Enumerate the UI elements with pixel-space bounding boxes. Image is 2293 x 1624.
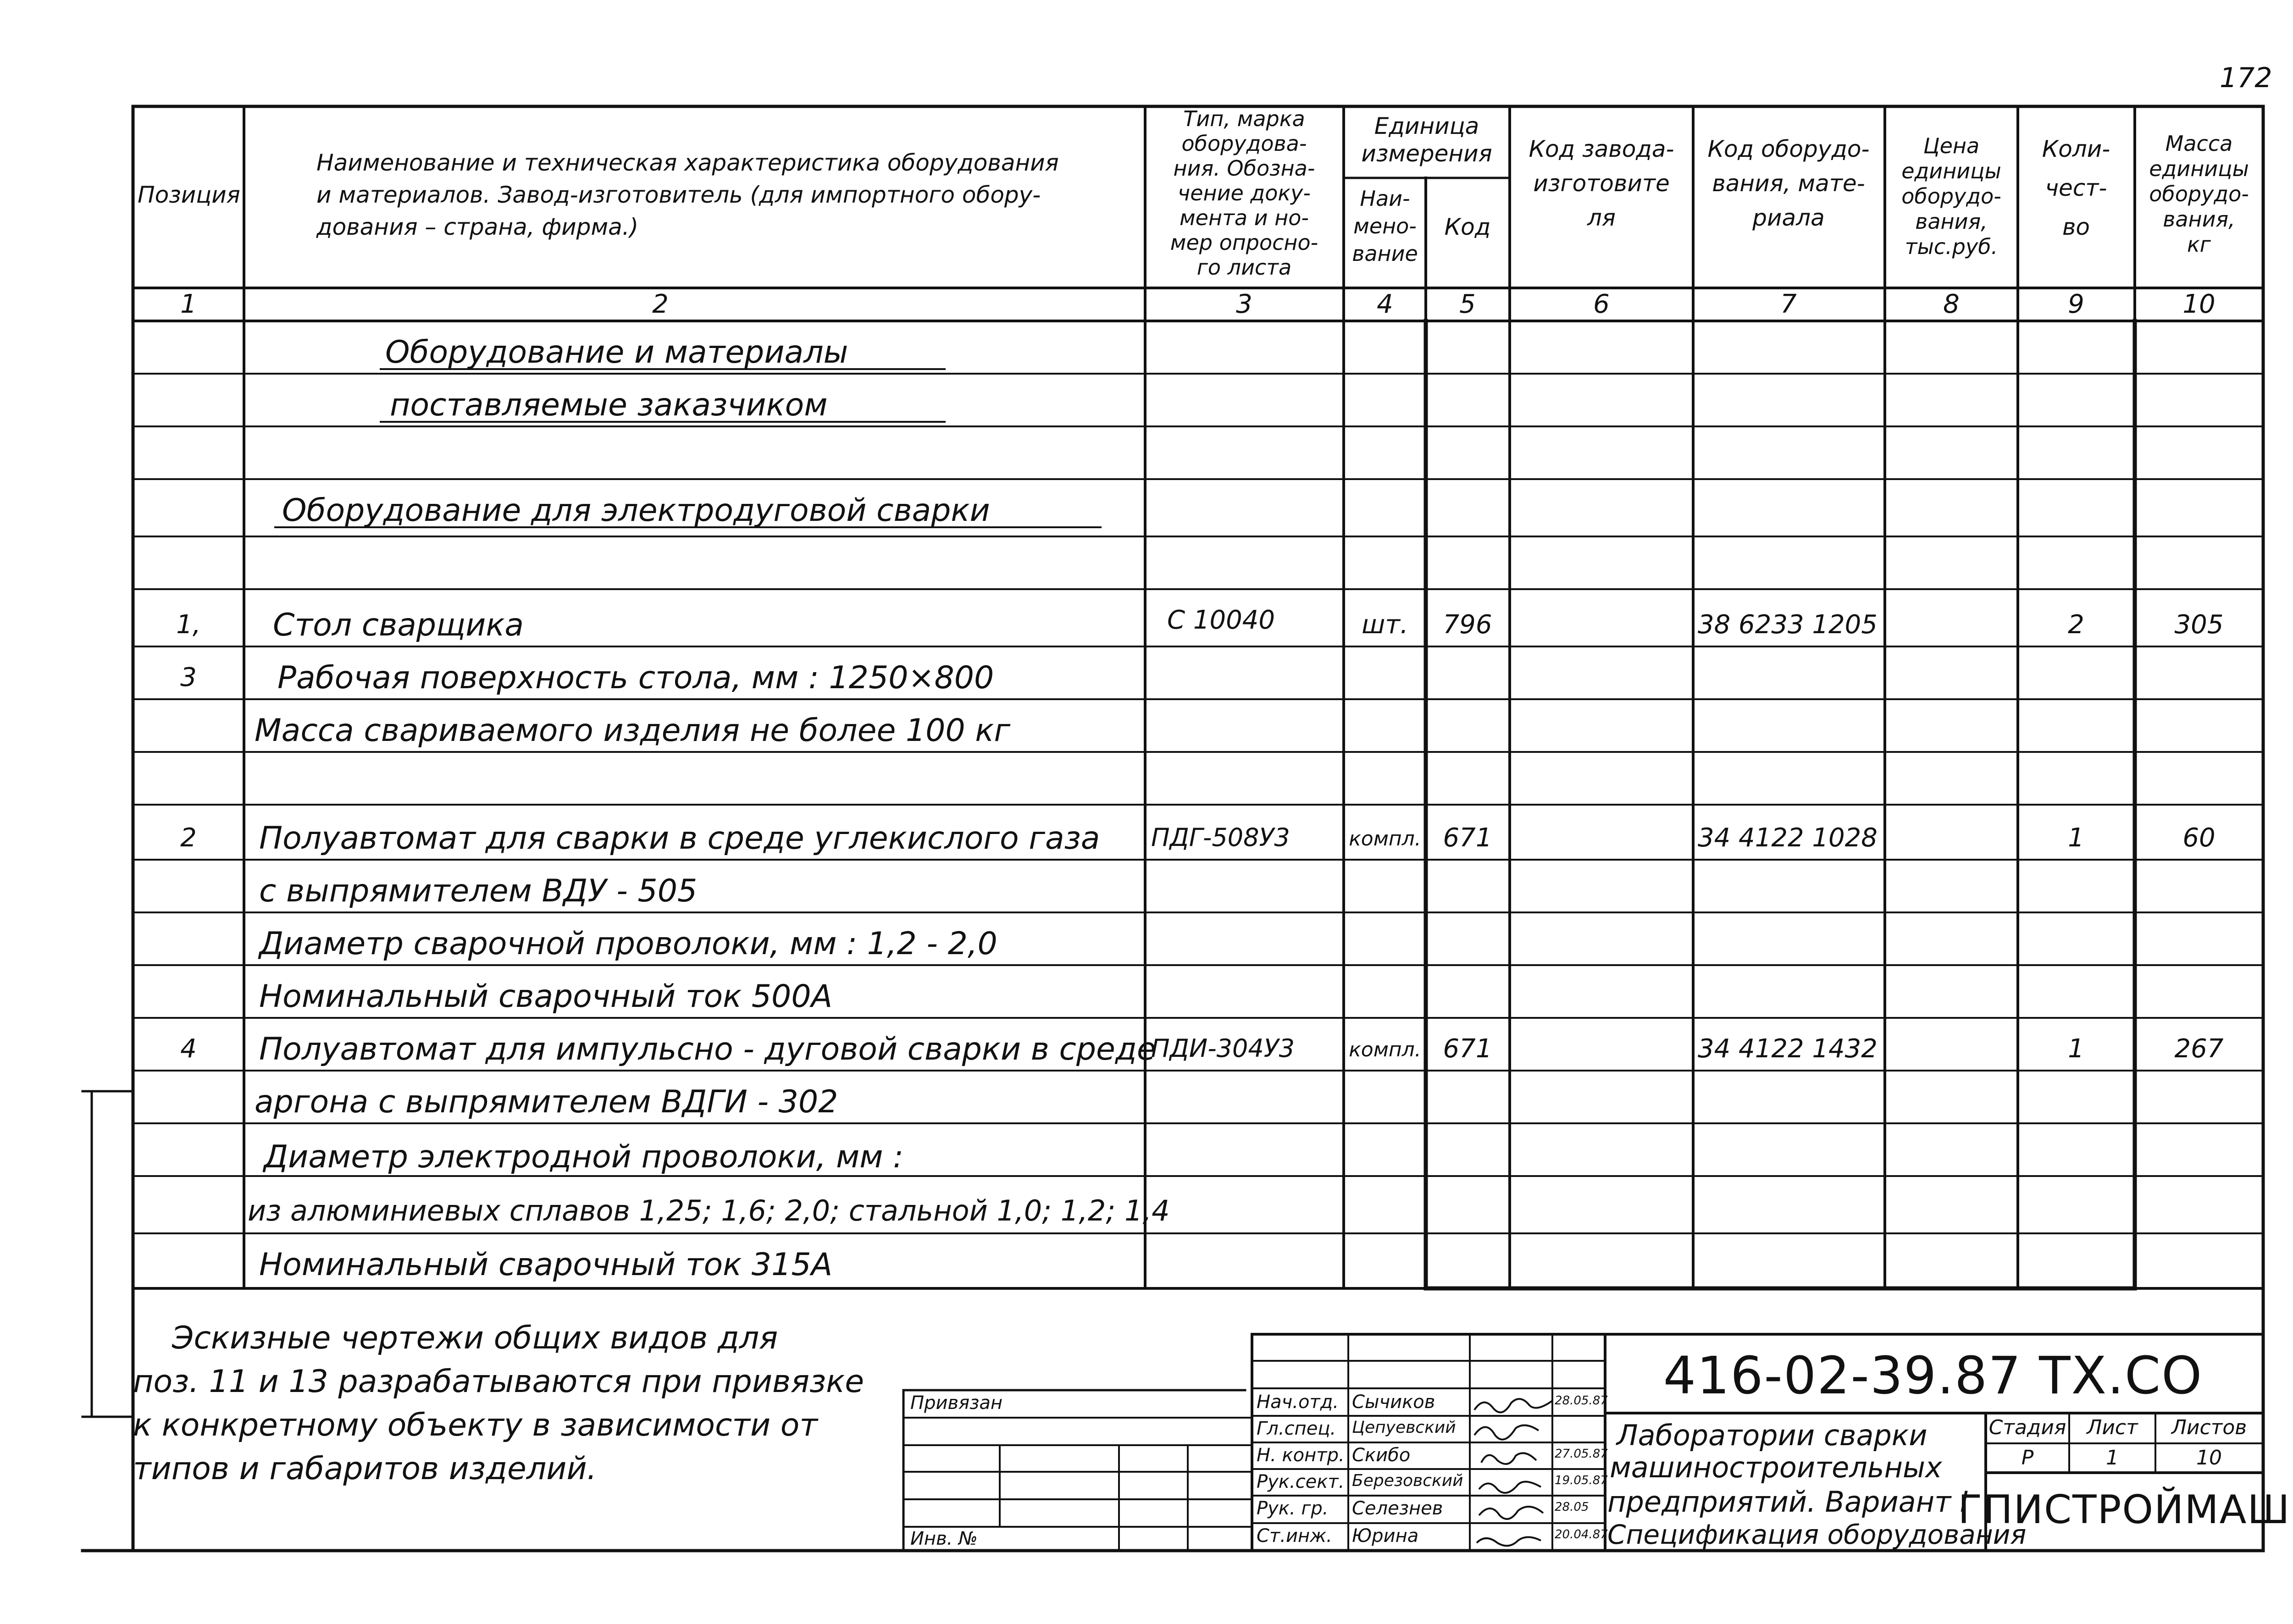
- header-mass-3: оборудо-: [2149, 182, 2249, 206]
- row-eq-code-6: 38 6233 1205: [1698, 610, 1878, 640]
- header-equipment-code-3: риала: [1752, 204, 1825, 231]
- header-unit-line-1: Единица: [1374, 113, 1479, 139]
- header-price-1: Цена: [1923, 133, 1980, 158]
- row-name-10: Полуавтомат для сварки в среде углекислого газа: [259, 820, 1100, 856]
- header-type-line-5: мента и но-: [1179, 205, 1309, 230]
- header-unit-code: Код: [1444, 214, 1491, 240]
- header-name-line-2: и материалов. Завод-изготовитель (для импортного обору-: [316, 182, 1041, 208]
- row-name-18: Номинальный сварочный ток 315А: [259, 1247, 833, 1283]
- header-equipment-code-1: Код оборудо-: [1707, 136, 1870, 162]
- row-type-10: ПДГ-508У3: [1151, 823, 1290, 852]
- header-mass-1: Масса: [2165, 131, 2233, 156]
- header-unit-name-2: мено-: [1353, 214, 1417, 238]
- stamp-stage: Р: [2021, 1446, 2034, 1469]
- header-type-line-7: го листа: [1196, 255, 1292, 280]
- column-number-5: 5: [1459, 289, 1476, 319]
- row-mass-6: 305: [2174, 610, 2224, 640]
- stamp-name-3: Скибо: [1352, 1445, 1411, 1466]
- row-name-14: Полуавтомат для импульсно - дуговой сварки в среде: [259, 1031, 1156, 1067]
- row-qty-14: 1: [2068, 1034, 2084, 1064]
- header-unit-line-2: измерения: [1361, 140, 1492, 167]
- stamp-inv-label: Инв. №: [910, 1528, 978, 1549]
- header-mass-2: единицы: [2149, 156, 2249, 181]
- stamp-date-1: 28.05.87: [1555, 1394, 1608, 1408]
- row-name-17: из алюминиевых сплавов 1,25; 1,6; 2,0; стальной 1,0; 1,2; 1,4: [248, 1194, 1170, 1227]
- stamp-stage-label: Стадия: [1988, 1416, 2066, 1439]
- stamp-name-5: Селезнев: [1352, 1498, 1443, 1519]
- column-number-4: 4: [1377, 289, 1393, 319]
- column-number-1: 1: [180, 289, 197, 319]
- row-unit-6: шт.: [1362, 610, 1408, 640]
- header-name-line-1: Наименование и техническая характеристика оборудования: [316, 149, 1059, 176]
- stamp-sheets-label: Листов: [2171, 1416, 2247, 1439]
- row-qty-6: 2: [2068, 610, 2084, 640]
- header-type-line-2: оборудова-: [1181, 131, 1307, 156]
- stamp-date-3: 27.05.87: [1555, 1447, 1608, 1461]
- header-quantity-2: чест-: [2045, 175, 2107, 201]
- row-name-6: Стол сварщика: [273, 607, 524, 643]
- row-name-8: Масса свариваемого изделия не более 100 кг: [255, 713, 1011, 749]
- row-mass-14: 267: [2174, 1034, 2224, 1064]
- note-line-2: поз. 11 и 13 разрабатываются при привязке: [133, 1364, 864, 1400]
- corner-mark: 172: [2220, 62, 2272, 94]
- row-name-15: аргона с выпрямителем ВДГИ - 302: [255, 1084, 838, 1120]
- header-type-line-6: мер опросно-: [1170, 230, 1318, 255]
- header-mass-5: кг: [2187, 232, 2211, 257]
- row-name-4: Оборудование для электродуговой сварки: [282, 492, 990, 529]
- header-position: Позиция: [138, 182, 240, 208]
- row-pos-10: 2: [180, 823, 197, 853]
- column-number-8: 8: [1943, 289, 1960, 319]
- header-quantity-3: во: [2062, 214, 2090, 240]
- row-name-7: Рабочая поверхность стола, мм : 1250×800: [277, 660, 994, 696]
- stamp-sheet: 1: [2106, 1446, 2119, 1469]
- stamp-role-1: Нач.отд.: [1257, 1392, 1339, 1413]
- row-code-10: 671: [1443, 823, 1492, 853]
- row-name-11: с выпрямителем ВДУ - 505: [259, 873, 698, 909]
- header-price-2: единицы: [1901, 159, 2001, 183]
- row-eq-code-10: 34 4122 1028: [1698, 823, 1878, 853]
- stamp-role-3: Н. контр.: [1257, 1445, 1345, 1466]
- row-name-1: Оборудование и материалы: [385, 334, 848, 370]
- header-price-4: вания,: [1915, 209, 1988, 234]
- header-type-line-4: чение доку-: [1178, 181, 1311, 205]
- header-unit-name-3: вание: [1352, 241, 1418, 266]
- header-factory-code-2: изготовите: [1533, 170, 1670, 197]
- note-line-4: типов и габаритов изделий.: [133, 1451, 597, 1487]
- stamp-bound-label: Привязан: [910, 1392, 1003, 1414]
- row-type-6: С 10040: [1167, 605, 1275, 635]
- header-quantity-1: Коли-: [2042, 136, 2110, 162]
- header-factory-code-1: Код завода-: [1529, 136, 1674, 162]
- column-number-6: 6: [1593, 289, 1610, 319]
- row-pos-6: 1,: [176, 610, 201, 640]
- column-number-3: 3: [1236, 289, 1252, 319]
- row-eq-code-14: 34 4122 1432: [1698, 1034, 1878, 1064]
- stamp-name-4: Березовский: [1352, 1471, 1463, 1490]
- stamp-name-6: Юрина: [1352, 1525, 1419, 1547]
- row-code-6: 796: [1443, 610, 1492, 640]
- row-type-14: ПДИ-304У3: [1151, 1034, 1295, 1063]
- stamp-sheets: 10: [2196, 1446, 2222, 1469]
- stamp-organization: ГПИСТРОЙМАШ: [1958, 1487, 2291, 1533]
- stamp-role-6: Ст.инж.: [1257, 1525, 1332, 1547]
- stamp-sheet-label: Лист: [2087, 1416, 2138, 1439]
- header-factory-code-3: ля: [1587, 204, 1616, 231]
- header-mass-4: вания,: [2163, 207, 2235, 232]
- stamp-role-2: Гл.спец.: [1257, 1418, 1336, 1439]
- row-mass-10: 60: [2182, 823, 2215, 853]
- row-pos-14: 4: [180, 1034, 197, 1064]
- header-unit-name-1: Наи-: [1360, 186, 1410, 211]
- row-code-14: 671: [1443, 1034, 1492, 1064]
- column-number-10: 10: [2182, 289, 2215, 319]
- stamp-role-4: Рук.сект.: [1257, 1471, 1345, 1492]
- header-type-line-1: Тип, марка: [1183, 106, 1305, 131]
- header-price-3: оборудо-: [1901, 184, 2001, 209]
- stamp-role-5: Рук. гр.: [1257, 1498, 1329, 1519]
- row-unit-10: компл.: [1349, 827, 1421, 851]
- row-unit-14: компл.: [1349, 1038, 1421, 1061]
- header-price-5: тыс.руб.: [1905, 234, 1998, 259]
- stamp-title-line-3: предприятий. Вариант I: [1607, 1485, 1969, 1519]
- stamp-name-2: Цепуевский: [1352, 1418, 1456, 1437]
- stamp-date-4: 19.05.87: [1555, 1474, 1608, 1487]
- stamp-date-6: 20.04.87: [1555, 1528, 1608, 1541]
- row-qty-10: 1: [2068, 823, 2084, 853]
- note-line-3: к конкретному объекту в зависимости от: [133, 1407, 818, 1443]
- stamp-title-line-4: Спецификация оборудования: [1607, 1519, 2027, 1550]
- header-name-line-3: дования – страна, фирма.): [316, 214, 639, 240]
- stamp-doc-code: 416-02-39.87 ТХ.СО: [1663, 1346, 2203, 1406]
- row-name-13: Номинальный сварочный ток 500А: [259, 978, 833, 1015]
- header-equipment-code-2: вания, мате-: [1712, 170, 1865, 197]
- note-line-1: Эскизные чертежи общих видов для: [172, 1320, 778, 1356]
- row-name-16: Диаметр электродной проволоки, мм :: [264, 1139, 904, 1175]
- column-number-9: 9: [2068, 289, 2084, 319]
- row-name-12: Диаметр сварочной проволоки, мм : 1,2 - 2,0: [259, 926, 997, 962]
- column-number-7: 7: [1780, 289, 1797, 319]
- stamp-name-1: Сычиков: [1352, 1392, 1435, 1413]
- header-type-line-3: ния. Обозна-: [1173, 156, 1315, 181]
- stamp-date-5: 28.05: [1555, 1500, 1589, 1514]
- stamp-title-line-1: Лаборатории сварки: [1617, 1419, 1927, 1452]
- stamp-title-line-2: машиностроительных: [1610, 1451, 1942, 1484]
- row-pos-7: 3: [180, 663, 197, 692]
- row-name-2: поставляемые заказчиком: [390, 387, 828, 423]
- column-number-2: 2: [652, 289, 669, 319]
